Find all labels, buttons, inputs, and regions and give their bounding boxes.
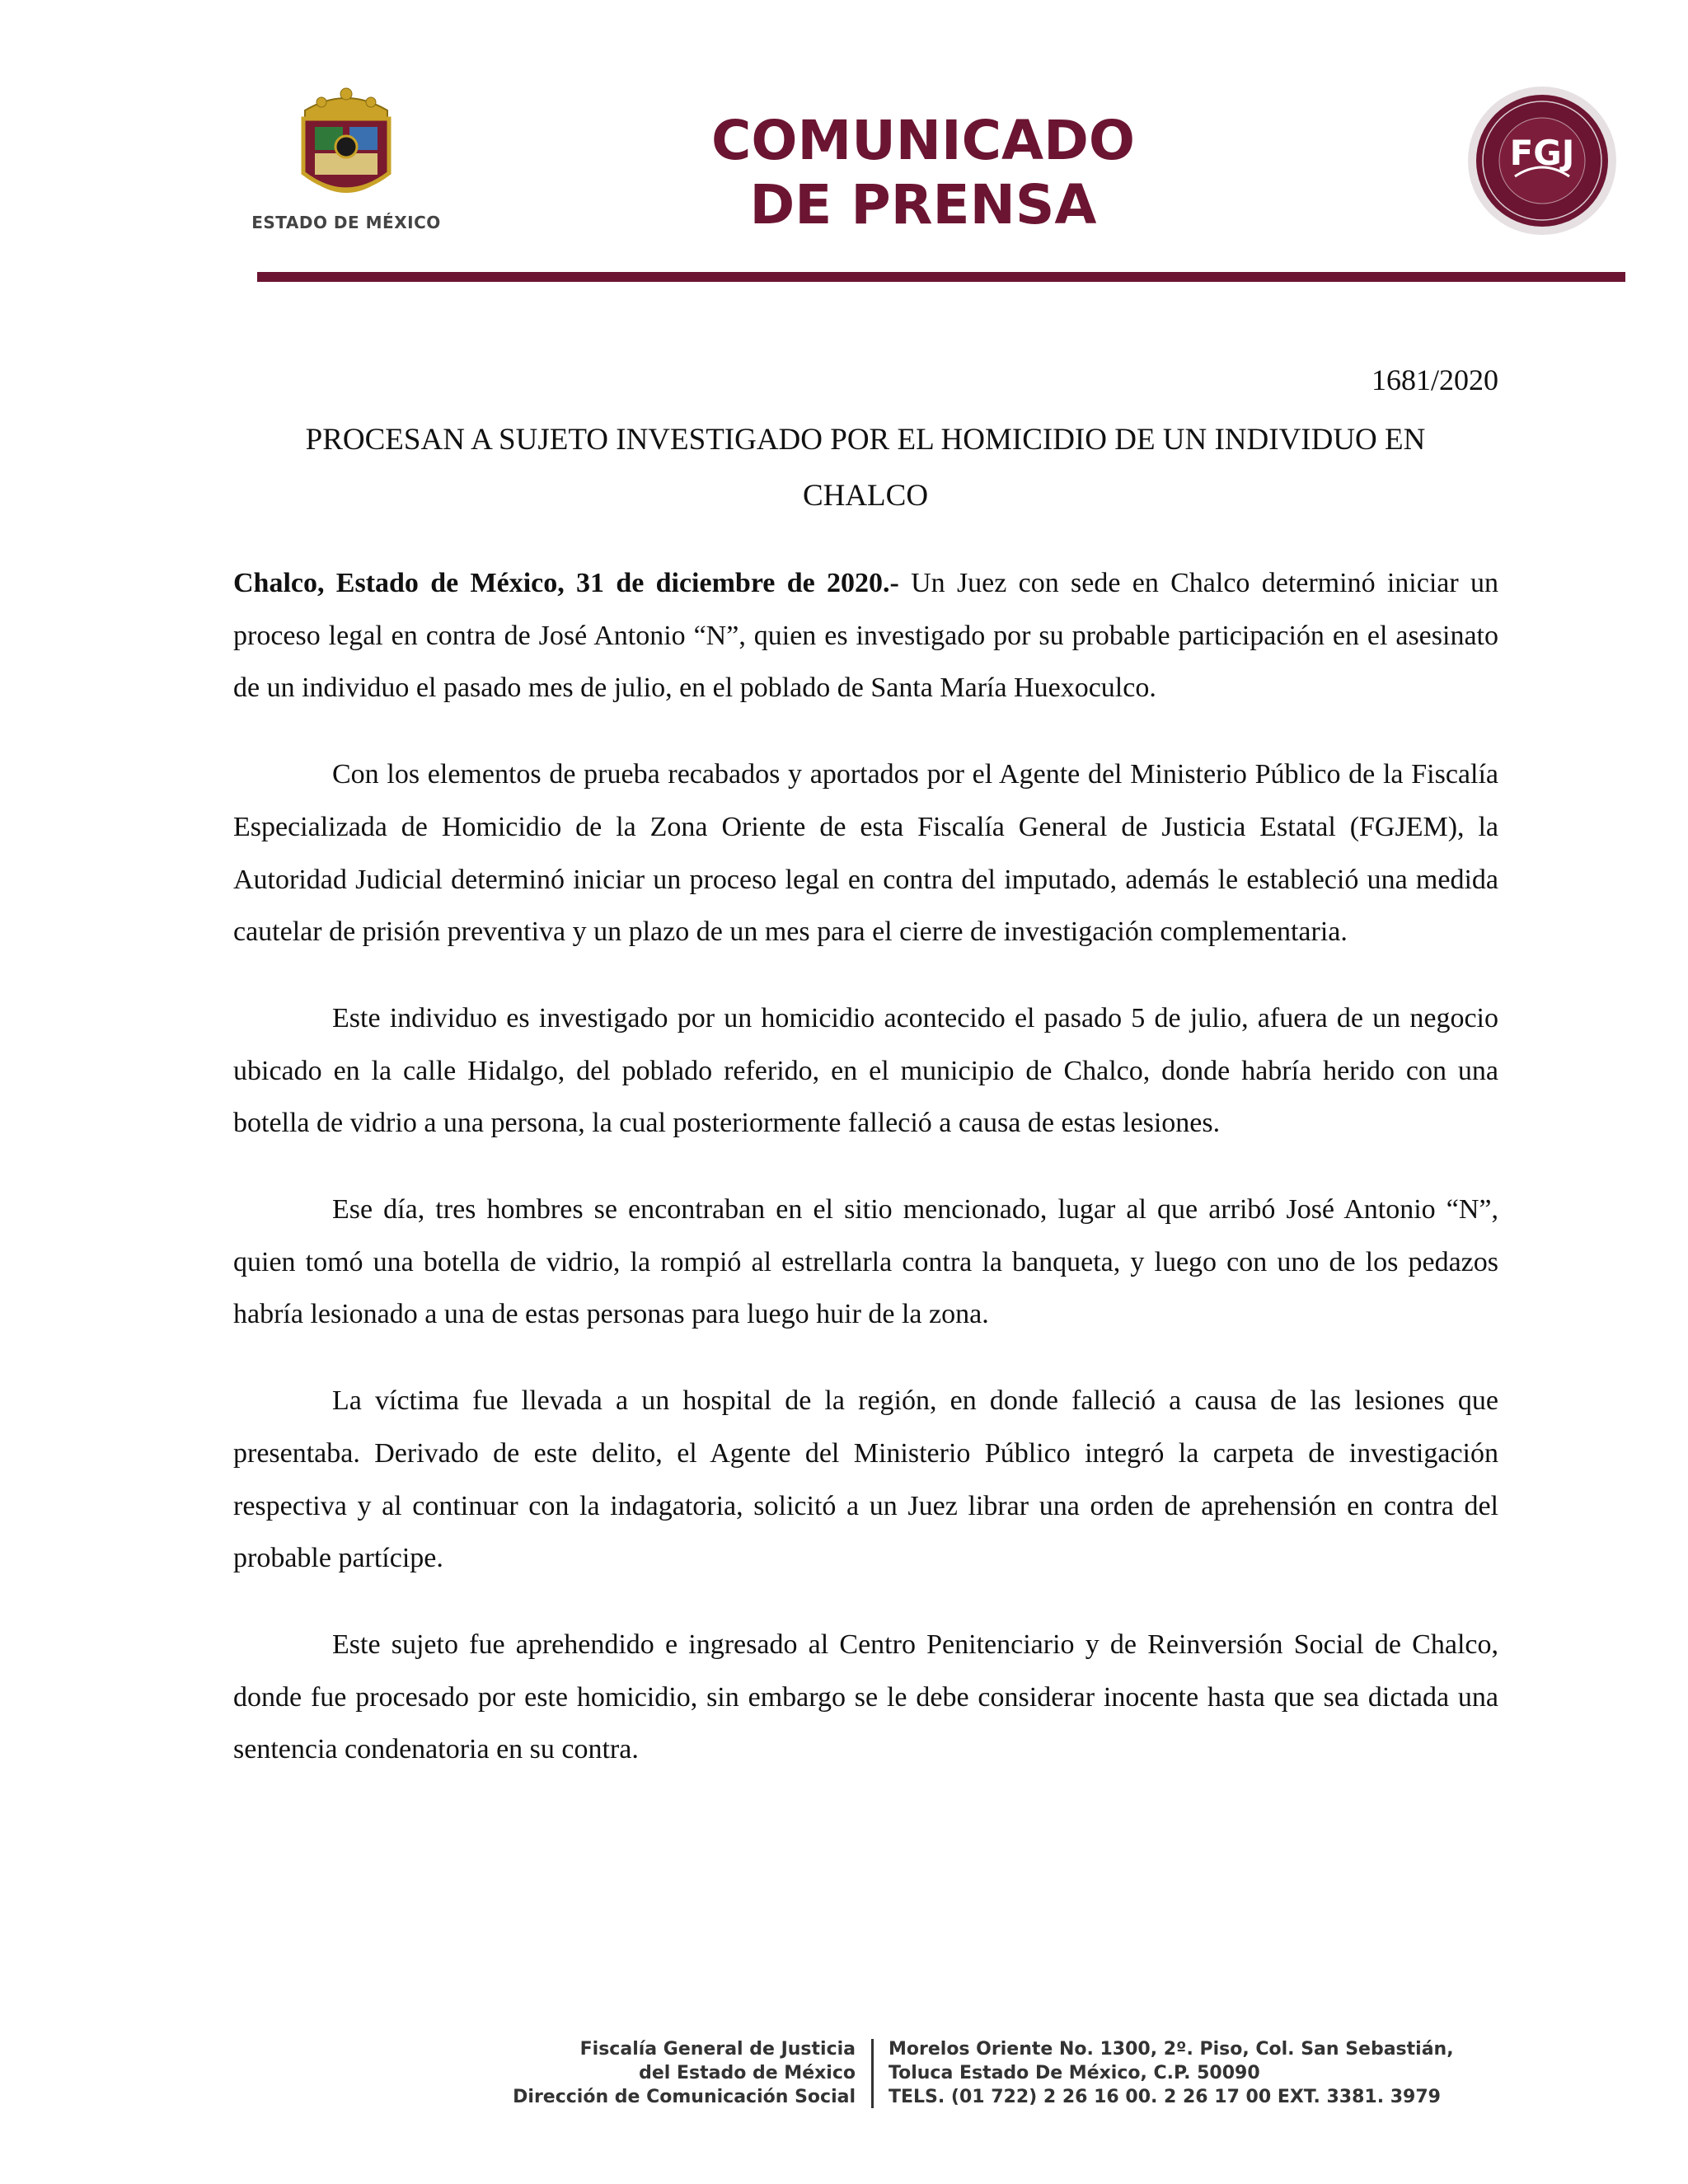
footer-divider [871, 2039, 874, 2108]
press-release-headline [626, 109, 1220, 237]
footer-line: Dirección de Comunicación Social [513, 2087, 856, 2107]
footer-line: del Estado de México [639, 2063, 856, 2083]
footer-address [889, 2037, 1454, 2109]
headline-line-1: COMUNICADO [710, 109, 1135, 172]
body-paragraph: Ese día, tres hombres se encontraban en el sitio mencionado, lugar al que arribó José Antonio “N”, quien tomó una botella de vidrio, la rompió al estrellarla contra la banqueta, y luego con uno de los pedazos habría lesionado a una de estas personas para luego huir de la zona. [233, 1194, 1498, 1330]
estado-de-mexico-logo [247, 82, 445, 247]
fgj-seal-icon [1465, 84, 1619, 237]
lead-paragraph [233, 557, 1498, 715]
release-body [233, 557, 1498, 1810]
footer-line: Toluca Estado De México, C.P. 50090 [889, 2063, 1260, 2083]
body-paragraph: Este sujeto fue aprehendido e ingresado al Centro Penitenciario y de Reinversión Social de Chalco, donde fue procesado por este homicidio, sin embargo se le debe considerar inocente hasta que sea dictada una sentencia condenatoria en su contra. [233, 1629, 1498, 1765]
release-number: 1681/2020 [1371, 363, 1498, 396]
coat-of-arms-icon [288, 82, 404, 210]
footer-line: Morelos Oriente No. 1300, 2º. Piso, Col. San Sebastián, [889, 2039, 1454, 2060]
footer-line: Fiscalía General de Justicia [579, 2039, 856, 2060]
footer-institution [513, 2037, 856, 2109]
header-divider [257, 272, 1625, 282]
seal-letters: FGJ [1509, 133, 1575, 173]
body-paragraph: La víctima fue llevada a un hospital de la región, en donde falleció a causa de las lesiones que presentaba. Derivado de este delito, el Agente del Ministerio Público integró la carpeta de investigación respectiva y al continuar con la indagatoria, solicitó a un Juez librar una orden de aprehensión en contra del probable partícipe. [233, 1385, 1498, 1574]
footer-line: TELS. (01 722) 2 26 16 00. 2 26 17 00 EXT. 3381. 3979 [889, 2087, 1441, 2107]
dateline: Chalco, Estado de México, 31 de diciembre de 2020.- [233, 568, 899, 598]
lead-text: Un Juez con sede en Chalco determinó iniciar un proceso legal en contra de José Antonio “N”, quien es investigado por su probable participación en el asesinato de un individuo el pasado mes de julio, en el poblado de Santa María Huexoculco. [233, 568, 1498, 704]
release-title: PROCESAN A SUJETO INVESTIGADO POR EL HOMICIDIO DE UN INDIVIDUO EN CHALCO [305, 423, 1426, 513]
body-paragraph: Este individuo es investigado por un homicidio acontecido el pasado 5 de julio, afuera de un negocio ubicado en la calle Hidalgo, del poblado referido, en el municipio de Chalco, donde habría herido con una botella de vidrio a una persona, la cual posteriormente falleció a causa de estas lesiones. [233, 1002, 1498, 1139]
headline-line-2: DE PRENSA [749, 173, 1097, 237]
state-label: ESTADO DE MÉXICO [251, 213, 441, 232]
body-paragraph: Con los elementos de prueba recabados y aportados por el Agente del Ministerio Público de la Fiscalía Especializada de Homicidio de la Zona Oriente de esta Fiscalía General de Justicia Estatal (FGJEM), la Autoridad Judicial determinó iniciar un proceso legal en contra del imputado, además le estableció una medida cautelar de prisión preventiva y un plazo de un mes para el cierre de investigación complementaria. [233, 759, 1498, 948]
